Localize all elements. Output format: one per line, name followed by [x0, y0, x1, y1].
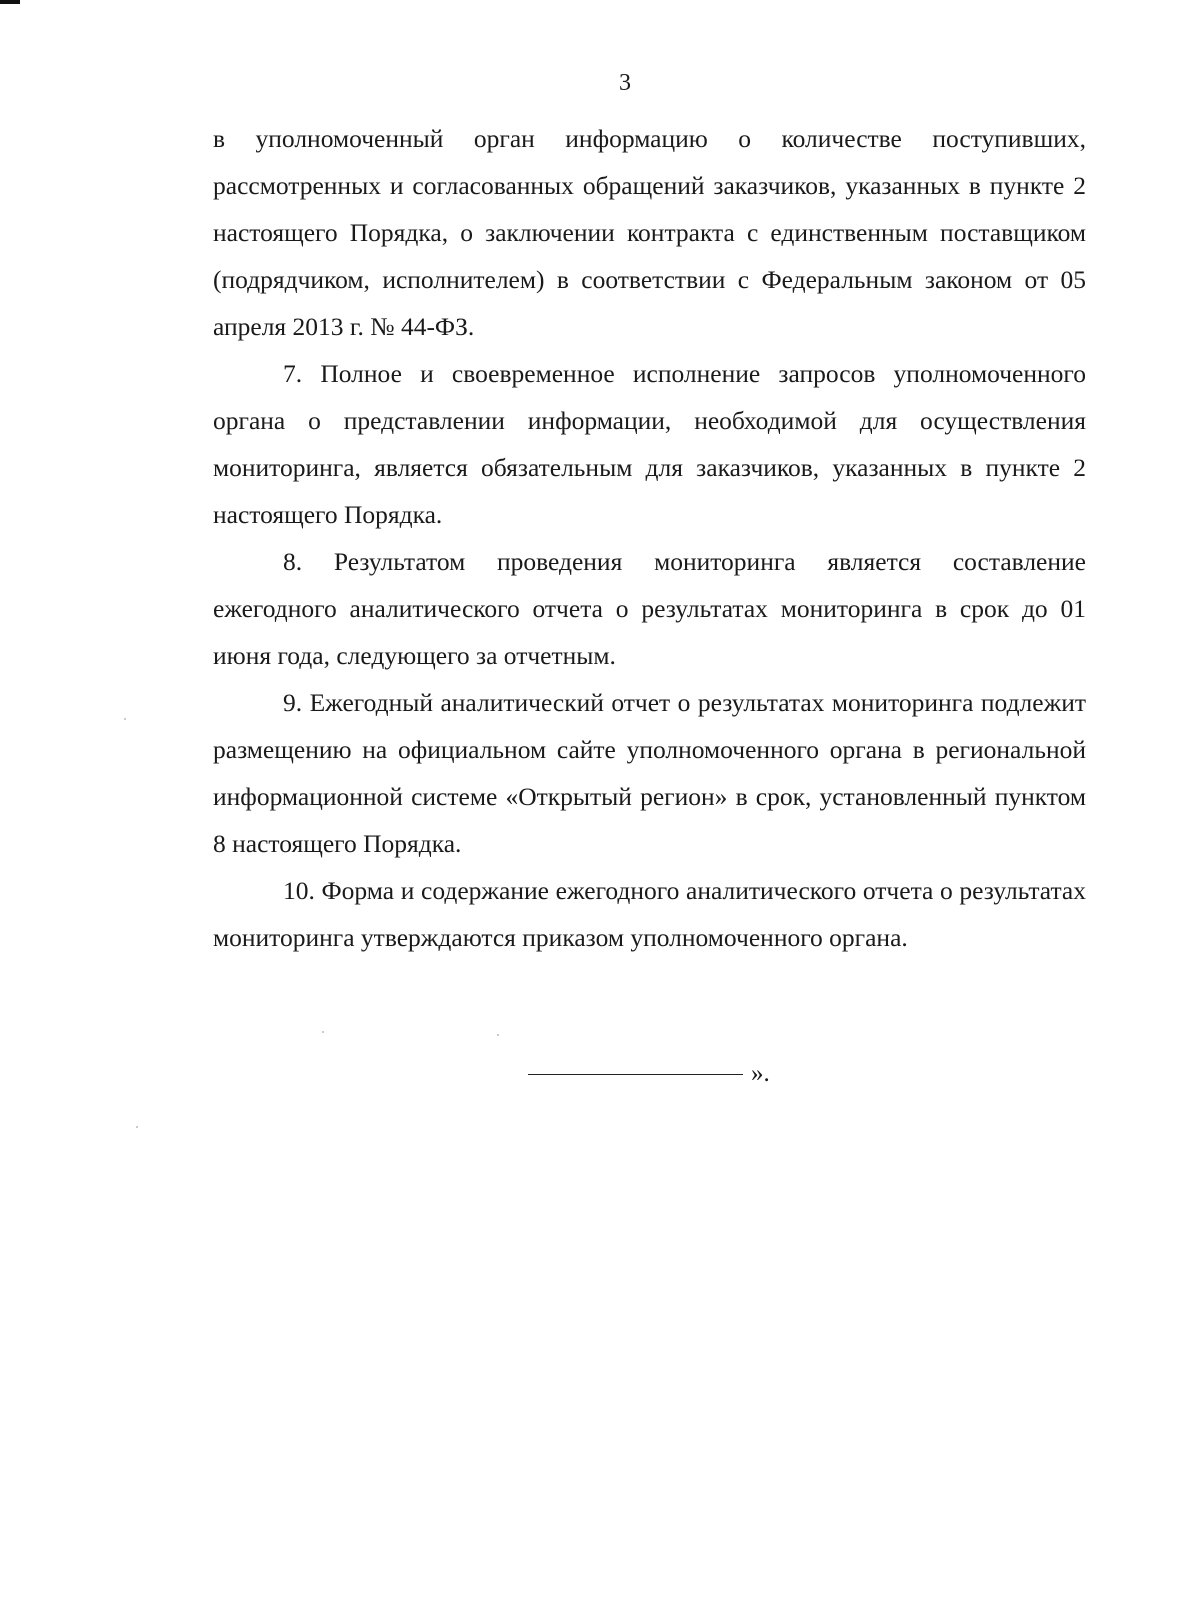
scan-speck — [124, 718, 126, 720]
closing-line-block — [528, 1060, 770, 1088]
page-number: 3 — [619, 70, 631, 96]
paragraph-continuation: в уполномоченный орган информацию о количестве поступивших, рассмотренных и согласованных обращений заказчиков, указанных в пункте 2 настоящего Порядка, о заключении контракта с единственным поставщиком (подрядчиком, исполнителем) в соответствии с Федеральным законом от 05 апреля 2013 г. № 44-ФЗ. — [213, 124, 1086, 341]
closing-underline — [528, 1074, 743, 1075]
scan-speck — [322, 1031, 324, 1033]
document-body — [213, 115, 1086, 961]
closing-quote-mark: ». — [751, 1060, 770, 1087]
paragraph-10: 10. Форма и содержание ежегодного аналитического отчета о результатах мониторинга утверждаются приказом уполномоченного органа. — [213, 876, 1086, 952]
scan-speck — [136, 1126, 138, 1128]
paragraph-7: 7. Полное и своевременное исполнение запросов уполномоченного органа о представлении информации, необходимой для осуществления мониторинга, является обязательным для заказчиков, указанных в пункте 2 настоящего Порядка. — [213, 359, 1086, 529]
paragraph-9: 9. Ежегодный аналитический отчет о результатах мониторинга подлежит размещению на официальном сайте уполномоченного органа в региональной информационной системе «Открытый регион» в срок, установленный пунктом 8 настоящего Порядка. — [213, 688, 1086, 858]
scan-speck — [497, 1034, 499, 1036]
scan-corner-mark — [0, 0, 20, 4]
paragraph-8: 8. Результатом проведения мониторинга является составление ежегодного аналитического отчета о результатах мониторинга в срок до 01 июня года, следующего за отчетным. — [213, 547, 1086, 670]
